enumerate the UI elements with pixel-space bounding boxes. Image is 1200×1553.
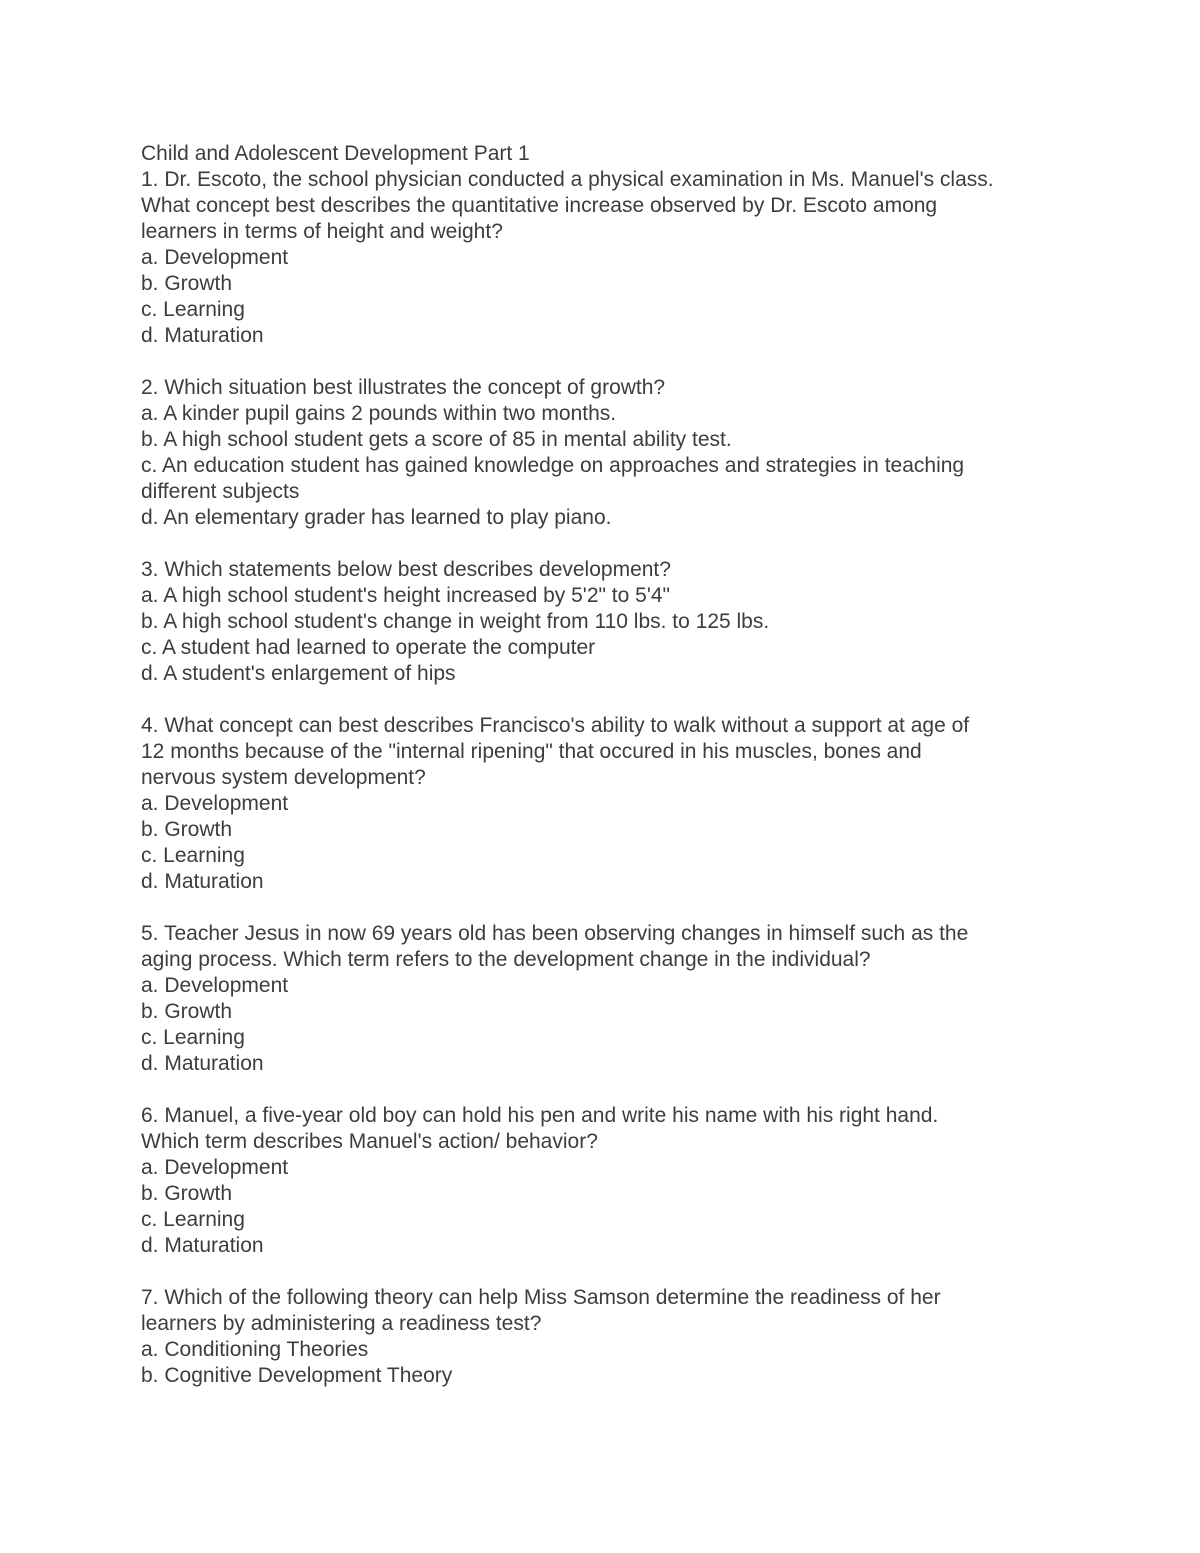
answer-option: a. Development (141, 1156, 289, 1179)
document-page (141, 141, 1071, 1389)
question-3 (141, 557, 1071, 687)
question-spacer (141, 1259, 1071, 1285)
document-title: Child and Adolescent Development Part 1 (141, 142, 530, 165)
question-6 (141, 1103, 1071, 1259)
answer-option: b. Growth (141, 1182, 233, 1205)
answer-option: d. A student's enlargement of hips (141, 662, 456, 685)
question-text: learners by administering a readiness test? (141, 1312, 542, 1335)
question-text: 4. What concept can best describes Francisco's ability to walk without a support at age of (141, 714, 970, 737)
answer-option: c. Learning (141, 844, 245, 867)
answer-option: d. Maturation (141, 1234, 264, 1257)
answer-option: a. Conditioning Theories (141, 1338, 369, 1361)
answer-option: c. Learning (141, 1208, 245, 1231)
question-spacer (141, 349, 1071, 375)
question-text: What concept best describes the quantitative increase observed by Dr. Escoto among (141, 194, 938, 217)
question-text: 7. Which of the following theory can help Miss Samson determine the readiness of her (141, 1286, 941, 1309)
answer-option: a. A kinder pupil gains 2 pounds within two months. (141, 402, 617, 425)
question-7 (141, 1285, 1071, 1389)
answer-option: d. An elementary grader has learned to play piano. (141, 506, 612, 529)
question-text: learners in terms of height and weight? (141, 220, 503, 243)
answer-option: a. Development (141, 974, 289, 997)
answer-option: b. Growth (141, 818, 233, 841)
answer-option: a. Development (141, 246, 289, 269)
answer-option: b. Growth (141, 272, 233, 295)
answer-option: c. An education student has gained knowledge on approaches and strategies in teaching (141, 454, 965, 477)
answer-option: b. Cognitive Development Theory (141, 1364, 453, 1387)
answer-option: d. Maturation (141, 870, 264, 893)
question-text: 2. Which situation best illustrates the concept of growth? (141, 376, 666, 399)
answer-option: d. Maturation (141, 324, 264, 347)
question-1 (141, 167, 1071, 349)
question-text: Which term describes Manuel's action/ behavior? (141, 1130, 598, 1153)
answer-option: c. Learning (141, 1026, 245, 1049)
question-spacer (141, 895, 1071, 921)
question-spacer (141, 531, 1071, 557)
answer-option: different subjects (141, 480, 300, 503)
question-spacer (141, 1077, 1071, 1103)
answer-option: d. Maturation (141, 1052, 264, 1075)
answer-option: a. Development (141, 792, 289, 815)
question-text: 6. Manuel, a five-year old boy can hold his pen and write his name with his right hand. (141, 1104, 939, 1127)
answer-option: c. A student had learned to operate the computer (141, 636, 596, 659)
question-text: 12 months because of the "internal ripening" that occured in his muscles, bones and (141, 740, 922, 763)
question-text: aging process. Which term refers to the development change in the individual? (141, 948, 871, 971)
answer-option: b. Growth (141, 1000, 233, 1023)
question-text: 3. Which statements below best describes development? (141, 558, 671, 581)
question-text: 1. Dr. Escoto, the school physician conducted a physical examination in Ms. Manuel's class. (141, 168, 994, 191)
answer-option: c. Learning (141, 298, 245, 321)
question-5 (141, 921, 1071, 1077)
question-text: 5. Teacher Jesus in now 69 years old has been observing changes in himself such as the (141, 922, 969, 945)
answer-option: b. A high school student gets a score of 85 in mental ability test. (141, 428, 732, 451)
question-text: nervous system development? (141, 766, 426, 789)
question-2 (141, 375, 1071, 531)
answer-option: a. A high school student's height increased by 5'2" to 5'4" (141, 584, 670, 607)
answer-option: b. A high school student's change in weight from 110 lbs. to 125 lbs. (141, 610, 770, 633)
question-4 (141, 713, 1071, 895)
question-spacer (141, 687, 1071, 713)
